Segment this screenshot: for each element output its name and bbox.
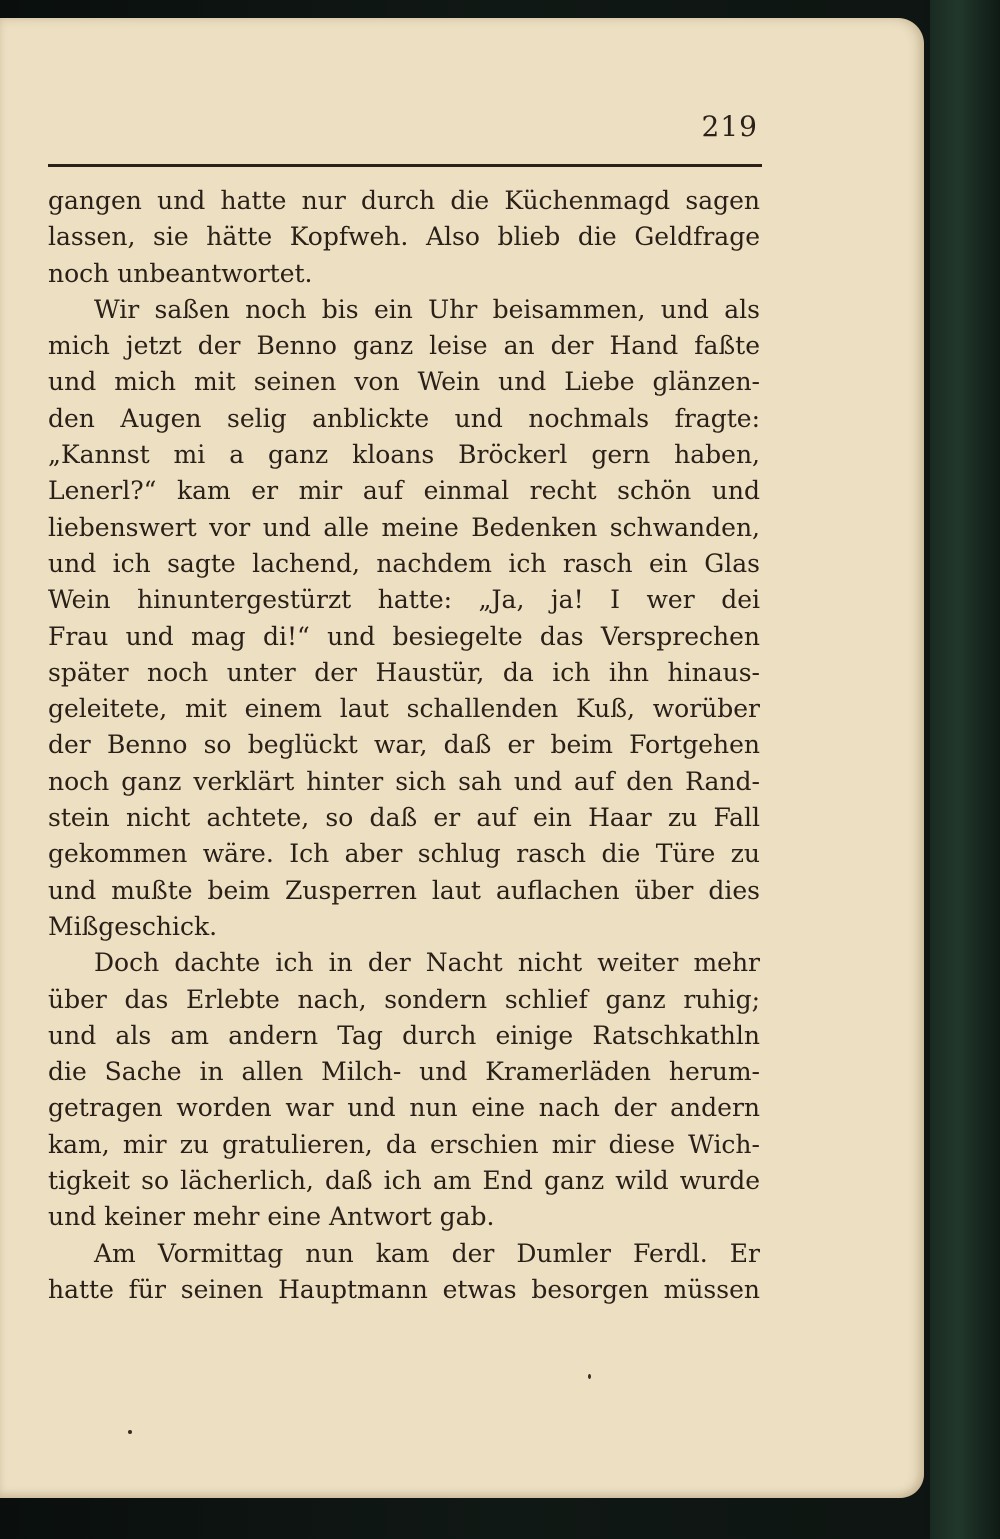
- text-line: geleitete, mit einem laut schallenden Kuß, worüber: [48, 694, 760, 724]
- text-line: Mißgeschick.: [48, 911, 218, 941]
- book-cover-edge: [930, 0, 1000, 1539]
- text-line: liebenswert vor und alle meine Bedenken schwanden,: [48, 512, 760, 542]
- text-line: über das Erlebte nach, sondern schlief ganz ruhig;: [48, 984, 760, 1014]
- paragraph-start-line: Doch dachte ich in der Nacht nicht weiter mehr: [94, 948, 760, 978]
- text-line: „Kannst mi a ganz kloans Bröckerl gern haben,: [48, 440, 760, 470]
- text-line: lassen, sie hätte Kopfweh. Also blieb die Geldfrage: [48, 222, 760, 252]
- text-line: hatte für seinen Hauptmann etwas besorgen müssen: [48, 1274, 760, 1304]
- paper-speck: [588, 1374, 591, 1379]
- book-page: [0, 18, 924, 1498]
- text-line: mich jetzt der Benno ganz leise an der Hand faßte: [48, 331, 760, 361]
- text-line: und ich sagte lachend, nachdem ich rasch ein Glas: [48, 548, 760, 578]
- text-line: den Augen selig anblickte und nochmals fragte:: [48, 403, 760, 433]
- text-line: und keiner mehr eine Antwort gab.: [48, 1202, 495, 1232]
- text-line: Lenerl?“ kam er mir auf einmal recht schön und: [48, 476, 760, 506]
- header-rule: [48, 164, 762, 167]
- text-line: kam, mir zu gratulieren, da erschien mir diese Wich-: [48, 1129, 760, 1159]
- text-line: noch ganz verklärt hinter sich sah und auf den Rand-: [48, 766, 760, 796]
- text-line: Wein hinuntergestürzt hatte: „Ja, ja! I wer dei: [48, 585, 760, 615]
- paragraph-start-line: Wir saßen noch bis ein Uhr beisammen, und als: [94, 294, 760, 324]
- text-line: Frau und mag di!“ und besiegelte das Versprechen: [48, 621, 760, 651]
- text-line: gangen und hatte nur durch die Küchenmagd sagen: [48, 186, 760, 215]
- text-line: später noch unter der Haustür, da ich ihn hinaus-: [48, 657, 760, 687]
- text-line: und als am andern Tag durch einige Ratschkathln: [48, 1020, 760, 1050]
- text-line: noch unbeantwortet.: [48, 258, 313, 288]
- text-line: der Benno so beglückt war, daß er beim Fortgehen: [48, 730, 760, 760]
- page-header: [48, 110, 762, 170]
- text-line: und mich mit seinen von Wein und Liebe glänzen-: [48, 367, 760, 397]
- text-line: und mußte beim Zusperren laut auflachen über dies: [48, 875, 760, 905]
- text-line: tigkeit so lächerlich, daß ich am End ganz wild wurde: [48, 1166, 760, 1196]
- text-line: stein nicht achtete, so daß er auf ein Haar zu Fall: [48, 803, 760, 833]
- body-text: [48, 183, 760, 1308]
- paragraph-start-line: Am Vormittag nun kam der Dumler Ferdl. Er: [94, 1238, 760, 1268]
- text-line: gekommen wäre. Ich aber schlug rasch die Türe zu: [48, 839, 760, 869]
- text-line: getragen worden war und nun eine nach der andern: [48, 1093, 760, 1123]
- page-number: 219: [701, 110, 758, 143]
- text-line: die Sache in allen Milch- und Kramerläden herum-: [48, 1057, 760, 1087]
- paper-speck: [128, 1430, 132, 1434]
